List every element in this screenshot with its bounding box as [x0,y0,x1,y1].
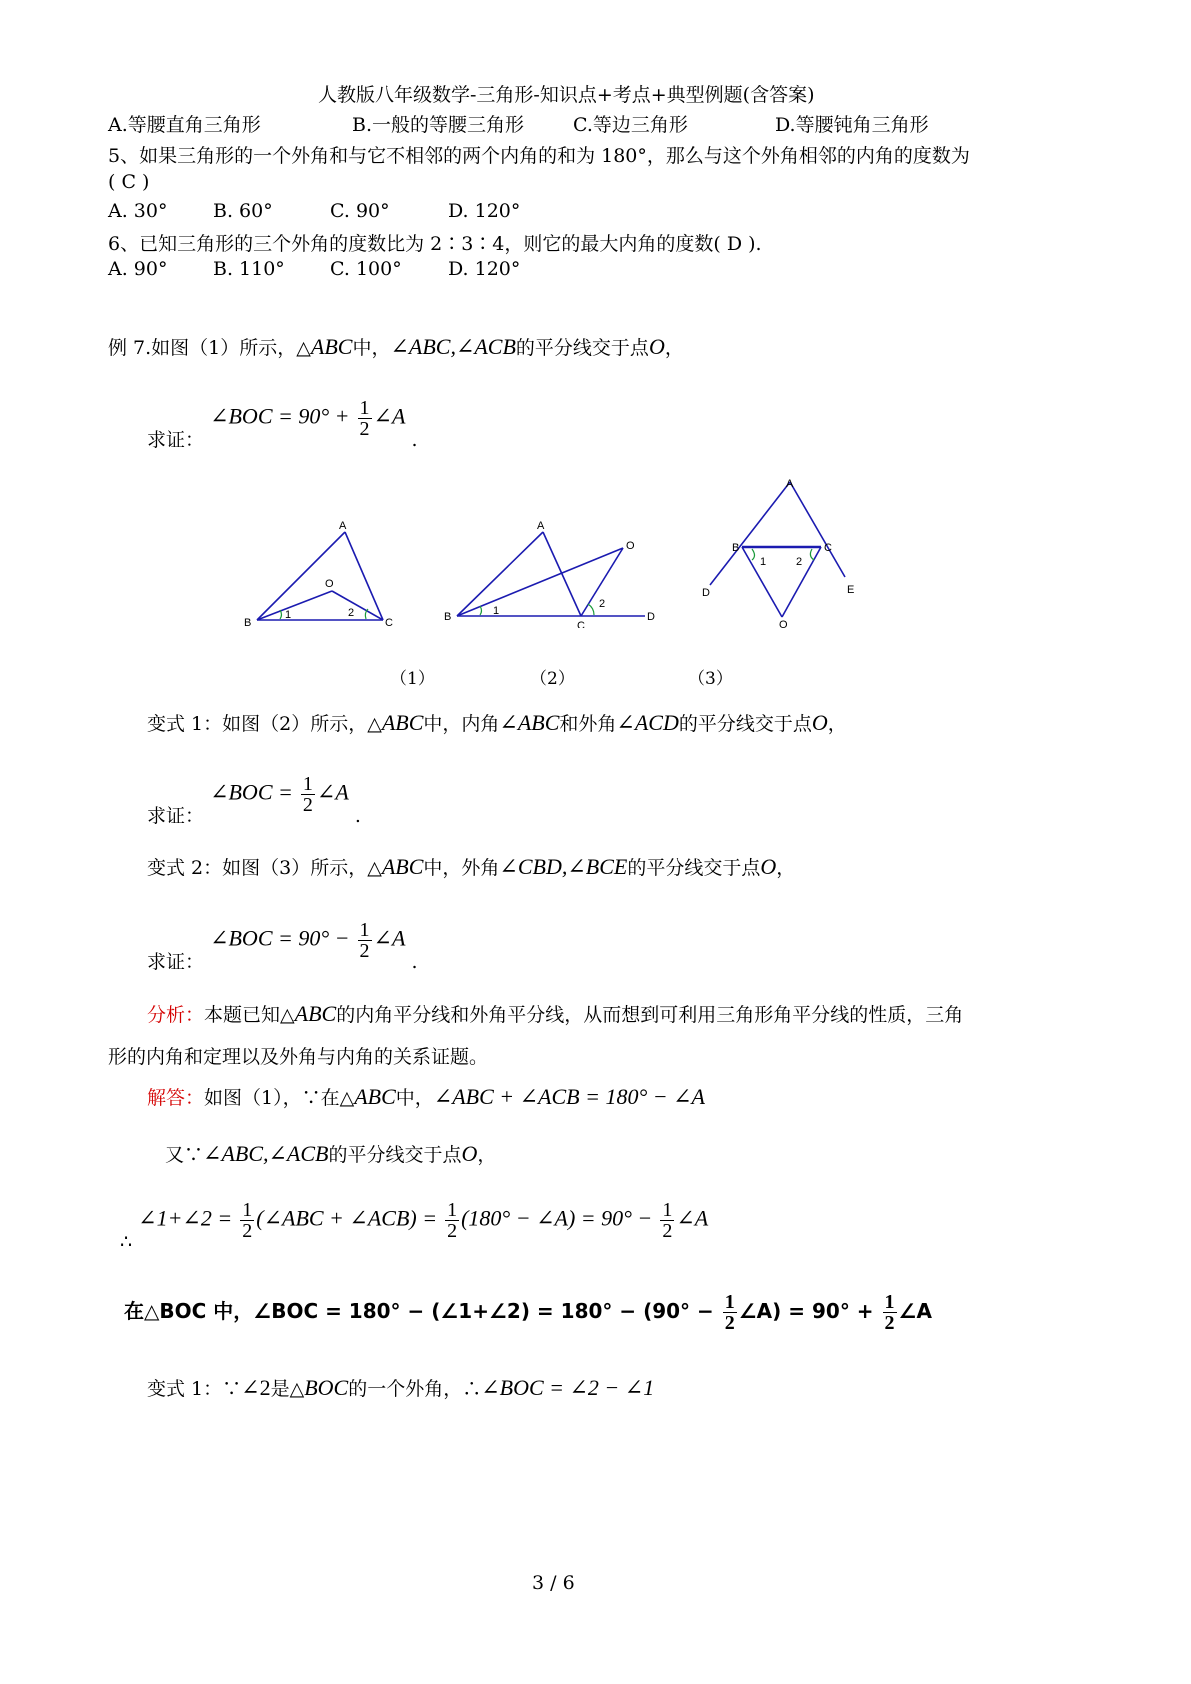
fig3-label-a: A [786,478,794,490]
fig2-label-o: O [626,540,635,552]
fig1-bisector-bo [257,591,332,620]
q6-option-b: B. 110° [213,258,285,280]
q4-option-c: C.等边三角形 [573,114,688,136]
variant1-intro: 变式 1：如图（2）所示，△ABC中，内角∠ABC和外角∠ACD的平分线交于点O， [147,710,847,735]
answer-label: 解答： [147,1087,205,1109]
page-header-title: 人教版八年级数学-三角形-知识点+考点+典型例题(含答案) [318,84,815,106]
figure-1 [240,518,400,630]
variant1-prove: 求证： ∠BOC = $\frac{1}{2}$ ∠A . [147,773,361,827]
fig2-label-d: D [647,611,655,623]
figure-3 [690,470,870,630]
fig2-angle-1-arc [480,606,482,615]
page-number: 3 / 6 [532,1572,575,1594]
figure-3-caption: （3） [688,669,733,689]
fig1-angle-1-arc [280,610,282,619]
fig3-label-1: 1 [760,556,767,568]
q5-option-a: A. 30° [108,200,168,222]
answer-line-5: 变式 1：∵∠2是△BOC的一个外角，∴∠BOC = ∠2 − ∠1 [147,1375,655,1400]
fig2-label-1: 1 [493,605,500,617]
fig3-label-e: E [847,584,855,596]
variant2-prove: 求证： ∠BOC = 90° − $\frac{1}{2}$ ∠A . [147,919,418,973]
q6-option-a: A. 90° [108,258,168,280]
fig3-label-b: B [732,542,740,554]
fig3-label-d: D [702,587,710,599]
fig3-angle-2-arc [810,549,814,560]
answer-line-1: 解答：如图（1），∵在△ABC中，∠ABC + ∠ACB = 180° − ∠A [147,1084,705,1109]
q5-option-d: D. 120° [448,200,521,222]
fig2-label-a: A [537,520,545,532]
figure-2-caption: （2） [530,669,575,689]
fig2-angle-2-arc [588,604,594,615]
q6-text: 6、已知三角形的三个外角的度数比为 2∶3∶4，则它的最大内角的度数( D ). [108,233,762,255]
fig2-label-b: B [444,611,452,623]
fig1-label-b: B [244,617,252,629]
analysis-line-2: 形的内角和定理以及外角与内角的关系证题。 [108,1046,489,1068]
fig1-bisector-co [332,591,383,620]
fig3-line-ad [710,482,790,585]
analysis-label: 分析： [147,1004,205,1026]
fig1-label-c: C [385,617,393,629]
answer-line-3: ∴ ∠1+∠2 = $\frac{1}{2}$ (∠ABC + ∠ACB) = $\frac{1}{2}$ (180° − ∠A) = 90° − $\frac{1}{2}$ ∠A [120,1199,709,1253]
variant2-intro: 变式 2：如图（3）所示，△ABC中，外角∠CBD,∠BCE的平分线交于点O， [147,854,796,879]
figure-1-caption: （1） [390,669,435,689]
figure-2 [440,516,665,628]
fig3-angle-1-arc [752,549,755,560]
fig1-label-o: O [325,578,334,590]
example-intro: 例 7.如图（1）所示，△ABC中，∠ABC,∠ACB的平分线交于点O， [108,334,684,359]
fig2-label-2: 2 [599,598,606,610]
q4-option-b: B.一般的等腰三角形 [352,114,525,136]
analysis-line-1: 分析：本题已知△ABC的内角平分线和外角平分线，从而想到可利用三角形角平分线的性质，三角 [147,1001,964,1026]
q5-answer: ( C ) [108,171,150,193]
fig1-label-a: A [339,520,347,532]
answer-line-4: 在△BOC 中，∠BOC = 180° − (∠1+∠2) = 180° − (90° − $\frac{1}{2}$ ∠A) = 90° + $\frac{1}{2}$ ∠A [124,1291,932,1334]
fig1-label-1: 1 [285,609,292,621]
fig1-label-2: 2 [348,607,355,619]
q4-option-d: D.等腰钝角三角形 [775,114,929,136]
example-prove: 求证： ∠BOC = 90° + $\frac{1}{2}$ ∠A . [147,397,418,451]
fig3-label-c: C [824,542,832,554]
fig2-label-c: C [577,620,585,628]
fig2-side-ac [543,532,581,616]
q5-option-c: C. 90° [330,200,390,222]
q5-text: 5、如果三角形的一个外角和与它不相邻的两个内角的和为 180°，那么与这个外角相邻的内角的度数为 [108,145,970,167]
fig3-label-2: 2 [796,556,803,568]
q6-option-c: C. 100° [330,258,402,280]
q4-option-a: A.等腰直角三角形 [108,114,261,136]
fig1-side-ab [257,532,345,620]
q6-option-d: D. 120° [448,258,521,280]
fig3-label-o: O [779,619,788,630]
fig2-side-ab [457,532,543,616]
answer-line-2: 又∵∠ABC,∠ACB的平分线交于点O， [165,1141,497,1166]
q5-option-b: B. 60° [213,200,273,222]
